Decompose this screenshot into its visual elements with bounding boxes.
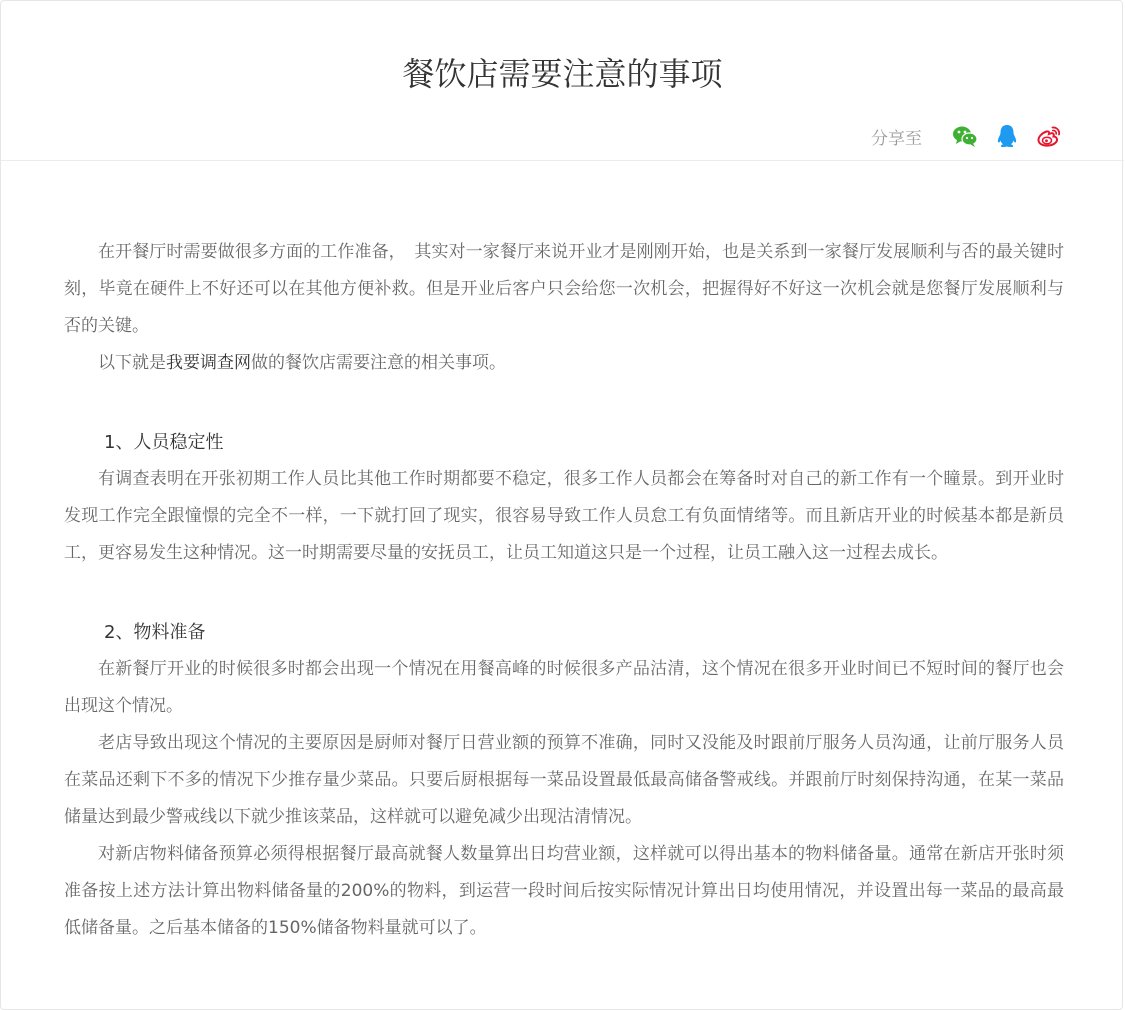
section-paragraph: 有调查表明在开张初期工作人员比其他工作时期都要不稳定，很多工作人员都会在筹备时对自己的新工作有一个瞳景。到开业时发现工作完全跟憧憬的完全不一样，一下就打回了现实，很容易导致工作人员怠工有负面情绪等。而且新店开业的时候基本都是新员工，更容易发生这种情况。这一时期需要尽量的安抚员工，让员工知道这只是一个过程，让员工融入这一过程去成长。 (64, 469, 1064, 563)
share-label: 分享至 (871, 128, 922, 149)
wechat-icon[interactable] (952, 123, 978, 149)
article-body (64, 234, 1064, 947)
page-title: 餐饮店需要注意的事项 (402, 55, 723, 93)
intro-paragraph: 在开餐厅时需要做很多方面的工作准备， 其实对一家餐厅来说开业才是刚刚开始，也是关系到一家餐厅发展顺利与否的最关键时刻，毕竟在硬件上不好还可以在其他方便补救。但是开业后客户只会给您一次机会，把握得好不好这一次机会就是您餐厅发展顺利与否的关键。 (64, 242, 1064, 336)
intro-text-after: 做的餐饮店需要注意的相关事项。 (251, 353, 506, 373)
section-paragraph: 对新店物料储备预算必须得根据餐厅最高就餐人数量算出日均营业额，这样就可以得出基本的物料储备量。通常在新店开张时须准备按上述方法计算出物料储备量的200%的物料，到运营一段时间后按实际情况计算出日均使用情况，并设置出每一菜品的最高最低储备量。之后基本储备的150%储备物料量就可以了。 (64, 844, 1064, 938)
section-gap (64, 572, 1064, 614)
section-gap (64, 382, 1064, 424)
section-heading: 2、物料准备 (104, 622, 206, 643)
section-paragraph: 在新餐厅开业的时候很多时都会出现一个情况在用餐高峰的时候很多产品沽清，这个情况在很多开业时间已不短时间的餐厅也会出现这个情况。 (64, 659, 1064, 716)
intro-text-before: 以下就是 (98, 353, 166, 373)
site-link[interactable]: 我要调查网 (166, 353, 251, 373)
article-header (1, 1, 1124, 161)
weibo-icon[interactable] (1036, 123, 1062, 149)
qq-icon[interactable] (994, 123, 1020, 149)
share-bar (871, 122, 1062, 150)
section-heading: 1、人员稳定性 (104, 432, 224, 453)
intro-paragraph-2 (64, 345, 1064, 382)
section-paragraph: 老店导致出现这个情况的主要原因是厨师对餐厅日营业额的预算不准确，同时又没能及时跟前厅服务人员沟通，让前厅服务人员在菜品还剩下不多的情况下少推存量少菜品。只要后厨根据每一菜品设置最低最高储备警戒线。并跟前厅时刻保持沟通，在某一菜品储量达到最少警戒线以下就少推该菜品，这样就可以避免减少出现沽清情况。 (64, 733, 1064, 827)
